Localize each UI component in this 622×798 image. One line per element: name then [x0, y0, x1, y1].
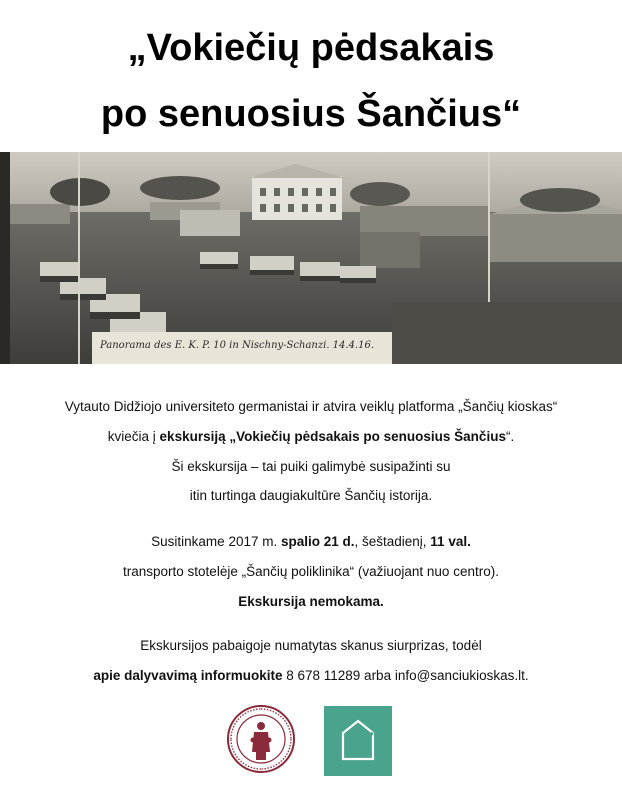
title-line-2: po senuosius Šančius“: [100, 93, 522, 135]
closing-line-1: Ekskursijos pabaigoje numatytas skanus siurprizas, todėl: [140, 638, 482, 653]
title-line-1: „Vokiečių pėdsakais: [127, 27, 495, 69]
meeting-line-2: transporto stotelėje „Šančių poliklinika“ (važiuojant nuo centro).: [123, 564, 499, 579]
intro-line-2: kviečia į ekskursiją „Vokiečių pėdsakais po senuosius Šančius“.: [107, 429, 515, 444]
university-seal-icon: [226, 704, 296, 774]
intro-line-4: itin turtinga daugiakultūre Šančių istorija.: [189, 488, 433, 503]
photo-caption: Panorama des E. K. P. 10 in Nischny-Schanzi. 14.4.16.: [100, 340, 375, 351]
meeting-line-1: Susitinkame 2017 m. spalio 21 d., šeštadienį, 11 val.: [151, 534, 471, 549]
free-admission: Ekskursija nemokama.: [238, 594, 384, 609]
house-outline-icon: [324, 706, 392, 776]
intro-line-3: Ši ekskursija – tai puiki galimybė susipažinti su: [171, 459, 451, 474]
contact-line: apie dalyvavimą informuokite 8 678 11289 arba info@sanciukioskas.lt.: [93, 668, 529, 683]
intro-line-1: Vytauto Didžiojo universiteto germanistai ir atvira veiklų platforma „Šančių kioskas“: [64, 399, 558, 414]
